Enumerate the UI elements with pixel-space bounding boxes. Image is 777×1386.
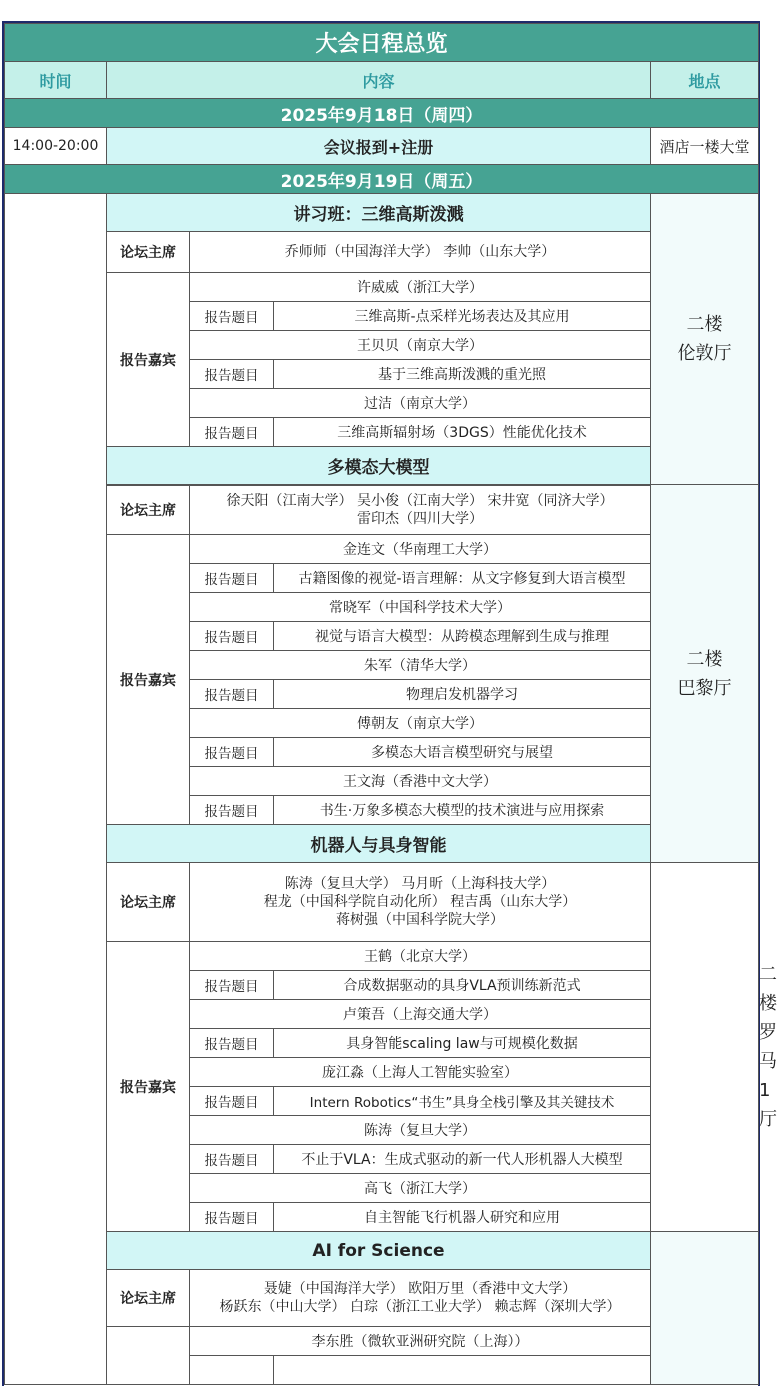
speaker-name: 王贝贝（南京大学） (190, 331, 651, 360)
header-venue: 地点 (651, 62, 759, 99)
venue-floor: 二楼 (686, 648, 723, 670)
talk-topic: 物理启发机器学习 (274, 680, 651, 709)
header-content: 内容 (107, 62, 651, 99)
talk-topic: 基于三维高斯泼溅的重光照 (274, 360, 651, 389)
topic-label: 报告题目 (190, 360, 274, 389)
chair-line: 聂婕（中国海洋大学） 欧阳万里（香港中文大学） (263, 1281, 577, 1297)
chair-line: 陈涛（复旦大学） 马月昕（上海科技大学） (284, 876, 556, 892)
talk-topic (274, 1356, 651, 1385)
talk-topic: Intern Robotics“书生”具身全栈引擎及其关键技术 (274, 1087, 651, 1116)
topic-label: 报告题目 (190, 738, 274, 767)
speaker-name: 王文海（香港中文大学） (190, 767, 651, 796)
venue-london (651, 194, 759, 485)
chair-label: 论坛主席 (107, 232, 190, 273)
speaker-name: 傅朝友（南京大学） (190, 709, 651, 738)
venue-room: 巴黎厅 (677, 677, 732, 699)
speaker-name: 常晓军（中国科学技术大学） (190, 593, 651, 622)
topic-label (190, 1356, 274, 1385)
chair-line: 雷印杰（四川大学） (357, 511, 483, 527)
talk-topic: 视觉与语言大模型：从跨模态理解到生成与推理 (274, 622, 651, 651)
speakers-label: 报告嘉宾 (107, 273, 190, 447)
venue-cell-ai-science (651, 1232, 759, 1385)
speaker-name: 朱军（清华大学） (190, 651, 651, 680)
time-slot: 14:00-20:00 (5, 128, 107, 165)
talk-topic: 合成数据驱动的具身VLA预训练新范式 (274, 971, 651, 1000)
speakers-label: 报告嘉宾 (107, 535, 190, 825)
chair-label: 论坛主席 (107, 1270, 190, 1327)
topic-label: 报告题目 (190, 1203, 274, 1232)
time-cell-day2 (5, 194, 107, 1385)
talk-topic: 三维高斯-点采样光场表达及其应用 (274, 302, 651, 331)
registration-item: 会议报到+注册 (107, 128, 651, 165)
chair-line: 杨跃东（中山大学） 白琮（浙江工业大学） 赖志辉（深圳大学） (219, 1299, 621, 1315)
speaker-name: 金连文（华南理工大学） (190, 535, 651, 564)
speaker-name: 庞江淼（上海人工智能实验室） (190, 1058, 651, 1087)
talk-topic: 多模态大语言模型研究与展望 (274, 738, 651, 767)
speaker-name: 许威威（浙江大学） (190, 273, 651, 302)
talk-topic: 三维高斯辐射场（3DGS）性能优化技术 (274, 418, 651, 447)
talk-topic: 古籍图像的视觉-语言理解：从文字修复到大语言模型 (274, 564, 651, 593)
chair-label: 论坛主席 (107, 863, 190, 942)
section-title-multimodal: 多模态大模型 (107, 447, 651, 485)
schedule-title: 大会日程总览 (5, 24, 759, 62)
venue-floor: 二楼 (759, 964, 777, 1014)
section-title-gaussian: 讲习班：三维高斯泼溅 (107, 194, 651, 232)
topic-label: 报告题目 (190, 564, 274, 593)
speakers-label: 报告嘉宾 (107, 942, 190, 1232)
talk-topic: 自主智能飞行机器人研究和应用 (274, 1203, 651, 1232)
venue-floor: 二楼 (686, 314, 723, 335)
topic-label: 报告题目 (190, 1029, 274, 1058)
topic-label: 报告题目 (190, 1145, 274, 1174)
venue-room: 伦敦厅 (677, 343, 732, 364)
chair-line: 程龙（中国科学院自动化所） 程吉禹（山东大学） (263, 894, 577, 910)
schedule-table (4, 23, 777, 1385)
chair-names (190, 486, 651, 535)
speaker-name: 李东胜（微软亚洲研究院（上海）） (190, 1327, 651, 1356)
speaker-name: 王鹤（北京大学） (190, 942, 651, 971)
chair-line: 蒋树强（中国科学院大学） (336, 912, 504, 928)
chair-line: 乔师师（中国海洋大学） 李帅（山东大学） (284, 244, 556, 260)
topic-label: 报告题目 (190, 680, 274, 709)
date-row-day1: 2025年9月18日（周四） (5, 99, 759, 128)
section-title-ai-science: AI for Science (107, 1232, 651, 1270)
topic-label: 报告题目 (190, 302, 274, 331)
talk-topic: 书生·万象多模态大模型的技术演进与应用探索 (274, 796, 651, 825)
talk-topic: 具身智能scaling law与可规模化数据 (274, 1029, 651, 1058)
topic-label: 报告题目 (190, 418, 274, 447)
chair-names (190, 1270, 651, 1327)
topic-label: 报告题目 (190, 622, 274, 651)
speaker-name: 卢策吾（上海交通大学） (190, 1000, 651, 1029)
header-time: 时间 (5, 62, 107, 99)
section-title-robotics: 机器人与具身智能 (107, 825, 651, 863)
speaker-name: 过洁（南京大学） (190, 389, 651, 418)
venue-room: 罗马1厅 (759, 1022, 777, 1130)
talk-topic: 不止于VLA：生成式驱动的新一代人形机器人大模型 (274, 1145, 651, 1174)
chair-names (190, 863, 651, 942)
schedule-overview (2, 21, 777, 1386)
chair-names (190, 232, 651, 273)
chair-line: 徐天阳（江南大学） 吴小俊（江南大学） 宋井宽（同济大学） (226, 493, 614, 509)
date-row-day2: 2025年9月19日（周五） (5, 165, 759, 194)
speaker-name: 高飞（浙江大学） (190, 1174, 651, 1203)
topic-label: 报告题目 (190, 796, 274, 825)
venue-lobby: 酒店一楼大堂 (651, 128, 759, 165)
speakers-label (107, 1327, 190, 1385)
venue-paris (651, 485, 759, 863)
topic-label: 报告题目 (190, 1087, 274, 1116)
speaker-name: 陈涛（复旦大学） (190, 1116, 651, 1145)
chair-label: 论坛主席 (107, 486, 190, 535)
topic-label: 报告题目 (190, 971, 274, 1000)
